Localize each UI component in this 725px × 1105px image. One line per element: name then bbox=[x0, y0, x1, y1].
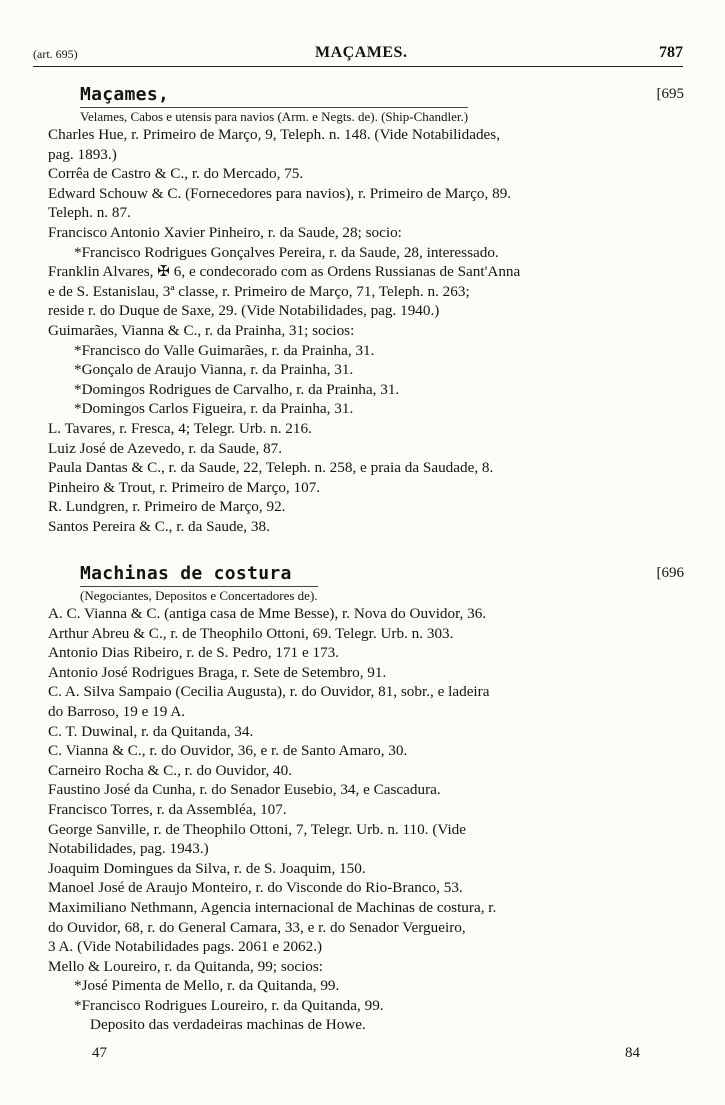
section-machinas-de-costura bbox=[48, 563, 684, 1035]
entry-line: Maximiliano Nethmann, Agencia internacional de Machinas de costura, r. bbox=[48, 898, 497, 916]
entry-line: Joaquim Domingues da Silva, r. de S. Joaquim, 150. bbox=[48, 859, 366, 877]
entry-line: Luiz José de Azevedo, r. da Saude, 87. bbox=[48, 439, 283, 457]
entry-line: Manoel José de Araujo Monteiro, r. do Visconde do Rio-Branco, 53. bbox=[48, 879, 463, 897]
directory-entry bbox=[48, 898, 684, 957]
directory-entry bbox=[48, 604, 684, 624]
directory-entry bbox=[48, 722, 684, 742]
section-macames bbox=[48, 84, 684, 536]
entry-note: Deposito das verdadeiras machinas de Howe. bbox=[90, 1016, 366, 1034]
entry-continuation: do Barroso, 19 e 19 A. bbox=[48, 702, 186, 720]
directory-entry bbox=[48, 761, 684, 781]
section-subtitle: Velames, Cabos e utensis para navios (Arm. e Negts. de). (Ship-Chandler.) bbox=[80, 109, 469, 124]
directory-entry bbox=[48, 164, 684, 184]
entry-line: A. C. Vianna & C. (antiga casa de Mme Besse), r. Nova do Ouvidor, 36. bbox=[48, 605, 487, 622]
directory-entry bbox=[48, 878, 684, 898]
directory-entry bbox=[48, 741, 684, 761]
directory-entry bbox=[48, 517, 684, 537]
directory-entry bbox=[48, 458, 684, 478]
section-subtitle: (Negociantes, Depositos e Concertadores de). bbox=[80, 588, 318, 603]
footer-signature-number: 47 bbox=[92, 1045, 107, 1061]
entry-line: Franklin Alvares, ✠ 6, e condecorado com as Ordens Russianas de Sant'Anna bbox=[48, 263, 521, 281]
entry-continuation: do Ouvidor, 68, r. do General Camara, 33, e r. do Senador Vergueiro, bbox=[48, 918, 466, 936]
entry-line: Santos Pereira & C., r. da Saude, 38. bbox=[48, 517, 270, 535]
entry-continuation: Teleph. n. 87. bbox=[48, 204, 131, 222]
directory-entry bbox=[48, 419, 684, 439]
directory-entry bbox=[48, 624, 684, 644]
partner-entry: *José Pimenta de Mello, r. da Quitanda, 99. bbox=[74, 977, 340, 995]
directory-entry bbox=[48, 262, 684, 321]
directory-entry bbox=[48, 125, 684, 164]
entry-line: Charles Hue, r. Primeiro de Março, 9, Teleph. n. 148. (Vide Notabilidades, bbox=[48, 126, 500, 143]
directory-entry bbox=[48, 497, 684, 517]
partner-entry: *Gonçalo de Araujo Vianna, r. da Prainha, 31. bbox=[74, 361, 354, 379]
directory-entry bbox=[48, 223, 684, 243]
directory-entry bbox=[48, 800, 684, 820]
directory-entry bbox=[48, 478, 684, 498]
directory-entry bbox=[48, 663, 684, 683]
entry-line: Pinheiro & Trout, r. Primeiro de Março, 107. bbox=[48, 478, 321, 496]
entry-line: George Sanville, r. de Theophilo Ottoni, 7, Telegr. Urb. n. 110. (Vide bbox=[48, 820, 467, 838]
directory-entry bbox=[48, 184, 684, 223]
directory-entry bbox=[48, 439, 684, 459]
entry-line: Arthur Abreu & C., r. de Theophilo Ottoni, 69. Telegr. Urb. n. 303. bbox=[48, 624, 454, 642]
entry-continuation: Notabilidades, pag. 1943.) bbox=[48, 840, 209, 858]
directory-entry bbox=[48, 859, 684, 879]
directory-entry bbox=[48, 643, 684, 663]
entry-continuation: e de S. Estanislau, 3ª classe, r. Primeiro de Março, 71, Teleph. n. 263; bbox=[48, 282, 470, 300]
section-title: Machinas de costura bbox=[80, 563, 292, 584]
partner-entry: *Domingos Carlos Figueira, r. da Prainha, 31. bbox=[74, 400, 354, 418]
entry-line: Faustino José da Cunha, r. do Senador Eusebio, 34, e Cascadura. bbox=[48, 781, 441, 799]
header-article-range: (art. 695) bbox=[33, 47, 78, 61]
entry-continuation: 3 A. (Vide Notabilidades pags. 2061 e 2062.) bbox=[48, 938, 323, 956]
entry-line: Guimarães, Vianna & C., r. da Prainha, 31; socios: bbox=[48, 321, 355, 339]
directory-entry bbox=[48, 682, 684, 721]
entry-continuation: pag. 1893.) bbox=[48, 145, 117, 163]
entry-line: Francisco Antonio Xavier Pinheiro, r. da Saude, 28; socio: bbox=[48, 223, 402, 241]
entry-line: C. Vianna & C., r. do Ouvidor, 36, e r. de Santo Amaro, 30. bbox=[48, 742, 408, 760]
entry-line: Mello & Loureiro, r. da Quitanda, 99; socios: bbox=[48, 957, 324, 975]
entry-line: Corrêa de Castro & C., r. do Mercado, 75. bbox=[48, 165, 304, 183]
page-header bbox=[33, 44, 683, 67]
section-number: [696 bbox=[656, 565, 684, 581]
directory-entry bbox=[48, 780, 684, 800]
entry-line: Antonio José Rodrigues Braga, r. Sete de Setembro, 91. bbox=[48, 663, 387, 681]
entry-continuation: reside r. do Duque de Saxe, 29. (Vide Notabilidades, pag. 1940.) bbox=[48, 302, 440, 320]
page-footer bbox=[92, 1045, 640, 1065]
entry-list bbox=[48, 125, 684, 536]
entry-line: Francisco Torres, r. da Assembléa, 107. bbox=[48, 800, 287, 818]
footer-sheet-number: 84 bbox=[625, 1045, 640, 1061]
directory-entry bbox=[48, 820, 684, 859]
section-number: [695 bbox=[656, 86, 684, 102]
entry-line: Paula Dantas & C., r. da Saude, 22, Teleph. n. 258, e praia da Saudade, 8. bbox=[48, 459, 494, 477]
entry-line: C. T. Duwinal, r. da Quitanda, 34. bbox=[48, 722, 254, 740]
directory-entry bbox=[48, 957, 684, 977]
directory-entry bbox=[48, 321, 684, 341]
entry-line: R. Lundgren, r. Primeiro de Março, 92. bbox=[48, 498, 286, 516]
partner-entry: *Francisco do Valle Guimarães, r. da Prainha, 31. bbox=[74, 341, 375, 359]
partner-entry: *Domingos Rodrigues de Carvalho, r. da Prainha, 31. bbox=[74, 380, 400, 398]
entry-list bbox=[48, 604, 684, 1035]
header-running-title: MAÇAMES. bbox=[315, 44, 408, 61]
entry-line: Antonio Dias Ribeiro, r. de S. Pedro, 171 e 173. bbox=[48, 644, 340, 662]
entry-line: C. A. Silva Sampaio (Cecilia Augusta), r. do Ouvidor, 81, sobr., e ladeira bbox=[48, 683, 490, 701]
partner-entry: *Francisco Rodrigues Gonçalves Pereira, r. da Saude, 28, interessado. bbox=[74, 243, 499, 261]
entry-line: Carneiro Rocha & C., r. do Ouvidor, 40. bbox=[48, 761, 293, 779]
entry-line: L. Tavares, r. Fresca, 4; Telegr. Urb. n. 216. bbox=[48, 419, 312, 437]
partner-entry: *Francisco Rodrigues Loureiro, r. da Quitanda, 99. bbox=[74, 996, 384, 1014]
entry-line: Edward Schouw & C. (Fornecedores para navios), r. Primeiro de Março, 89. bbox=[48, 184, 512, 202]
section-title: Maçames, bbox=[80, 84, 170, 105]
header-page-number: 787 bbox=[659, 44, 683, 61]
